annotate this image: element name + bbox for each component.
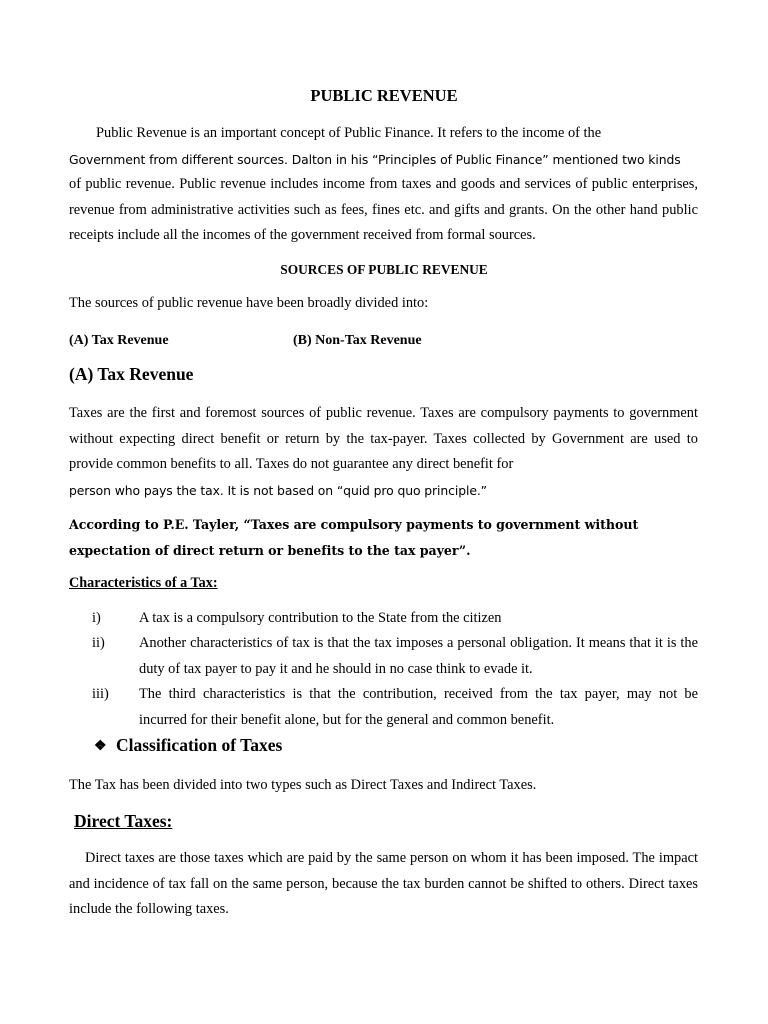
list-item-text: The third characteristics is that the contribution, received from the tax payer, may not be incurred for their benefit alone, but for the general and common benefit.	[139, 686, 698, 728]
characteristics-heading: Characteristics of a Tax:	[69, 575, 218, 591]
tax-revenue-heading: (A) Tax Revenue	[69, 364, 194, 384]
tayler-quote: According to P.E. Tayler, “Taxes are compulsory payments to government without expectation of direct return or benefits to the tax payer”.	[69, 517, 639, 558]
list-item-number: iii)	[92, 686, 109, 702]
list-item-text: A tax is a compulsory contribution to the State from the citizen	[139, 610, 502, 626]
intro-line-3: of public revenue. Public revenue includes income from taxes and goods and services of public enterprises, revenue from administrative activities such as fees, fines etc. and gifts and grants. On the other hand public receipts include all the incomes of the government received from formal sources.	[69, 176, 698, 244]
classification-text: The Tax has been divided into two types such as Direct Taxes and Indirect Taxes.	[69, 777, 537, 793]
characteristics-list	[69, 606, 698, 734]
tax-revenue-paragraph	[69, 401, 698, 503]
list-item-number: i)	[92, 610, 101, 626]
intro-line-1: Public Revenue is an important concept of Public Finance. It refers to the income of the	[96, 125, 602, 141]
classification-heading: Classification of Taxes	[116, 735, 283, 755]
intro-paragraph	[69, 121, 698, 249]
direct-taxes-heading: Direct Taxes:	[74, 811, 173, 831]
direct-taxes-text: Direct taxes are those taxes which are paid by the same person on whom it has been imposed. The impact and incidence of tax fall on the same person, because the tax burden cannot be shifted to others. Direct taxes include the following taxes.	[69, 850, 698, 918]
source-non-tax-revenue: (B) Non-Tax Revenue	[293, 333, 422, 348]
source-tax-revenue: (A) Tax Revenue	[69, 333, 169, 348]
sources-lead: The sources of public revenue have been broadly divided into:	[69, 295, 429, 311]
sources-heading: SOURCES OF PUBLIC REVENUE	[280, 262, 488, 277]
tax-revenue-last-line: person who pays the tax. It is not based on “quid pro quo principle.”	[69, 482, 487, 498]
list-item-text: Another characteristics of tax is that the tax imposes a personal obligation. It means that it is the duty of tax payer to pay it and he should in no case think to evade it.	[139, 635, 698, 677]
tax-revenue-text: Taxes are the first and foremost sources of public revenue. Taxes are compulsory payments to government without expecting direct benefit or return by the tax-payer. Taxes collected by Government are used to provide common benefits to all. Taxes do not guarantee any direct benefit for	[69, 405, 698, 473]
classification-heading-row	[94, 735, 594, 756]
intro-line-2: Government from different sources. Dalton in his “Principles of Public Finance” mentioned two kinds	[69, 151, 681, 167]
diamond-bullet-icon: ❖	[94, 739, 107, 754]
list-item-number: ii)	[92, 635, 105, 651]
page-title: PUBLIC REVENUE	[310, 86, 458, 105]
